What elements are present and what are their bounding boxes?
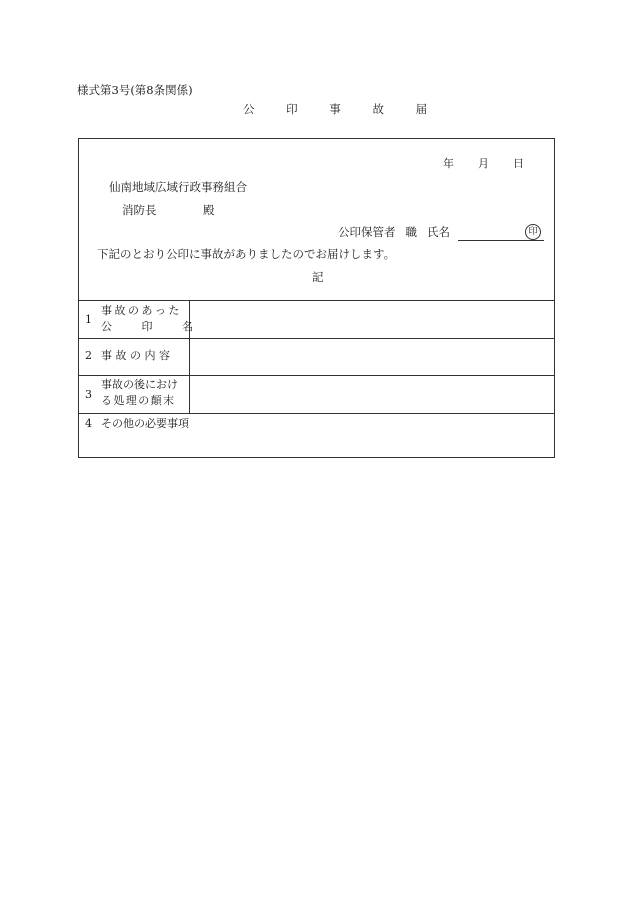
sender-name-blank [458, 240, 544, 241]
row-divider [79, 338, 554, 339]
row-divider [79, 300, 554, 301]
row-divider [79, 375, 554, 376]
row-label: 事 故 の 内 容 [101, 349, 170, 362]
addressee-title: 消防長 [122, 203, 157, 217]
row-divider [79, 413, 554, 414]
date-line [419, 158, 524, 169]
row-label: る処理の顛末 [101, 394, 176, 407]
notification-statement: 下記のとおり公印に事故がありましたのでお届けします。 [97, 247, 396, 261]
addressee-honorific: 殿 [203, 203, 215, 217]
addressee-organization: 仙南地域広域行政事務組合 [109, 180, 247, 194]
notification-form [78, 138, 555, 458]
sender-position-label: 職 [405, 225, 417, 239]
row-number: 1 [85, 313, 92, 326]
column-divider [189, 300, 190, 413]
date-day-label: 日 [513, 157, 524, 170]
seal-mark-icon: 印 [525, 224, 541, 240]
row-number: 3 [85, 388, 92, 401]
row-label: その他の必要事項 [101, 417, 189, 430]
date-month-label: 月 [478, 157, 489, 170]
row-label: 事故の後におけ [101, 378, 178, 391]
row-number: 2 [85, 349, 92, 362]
date-year-label: 年 [443, 157, 454, 170]
form-number-label: 様式第3号(第8条関係) [77, 83, 193, 97]
sender-role: 公印保管者 [338, 225, 396, 239]
document-title: 公 印 事 故 届 [243, 102, 442, 116]
row-number: 4 [85, 417, 92, 430]
row-label: 公 印 名 [101, 320, 206, 333]
row-label: 事故のあった [101, 304, 182, 317]
sender-name-label: 氏名 [427, 225, 450, 239]
record-heading: 記 [312, 270, 324, 284]
sender-line [338, 227, 450, 239]
